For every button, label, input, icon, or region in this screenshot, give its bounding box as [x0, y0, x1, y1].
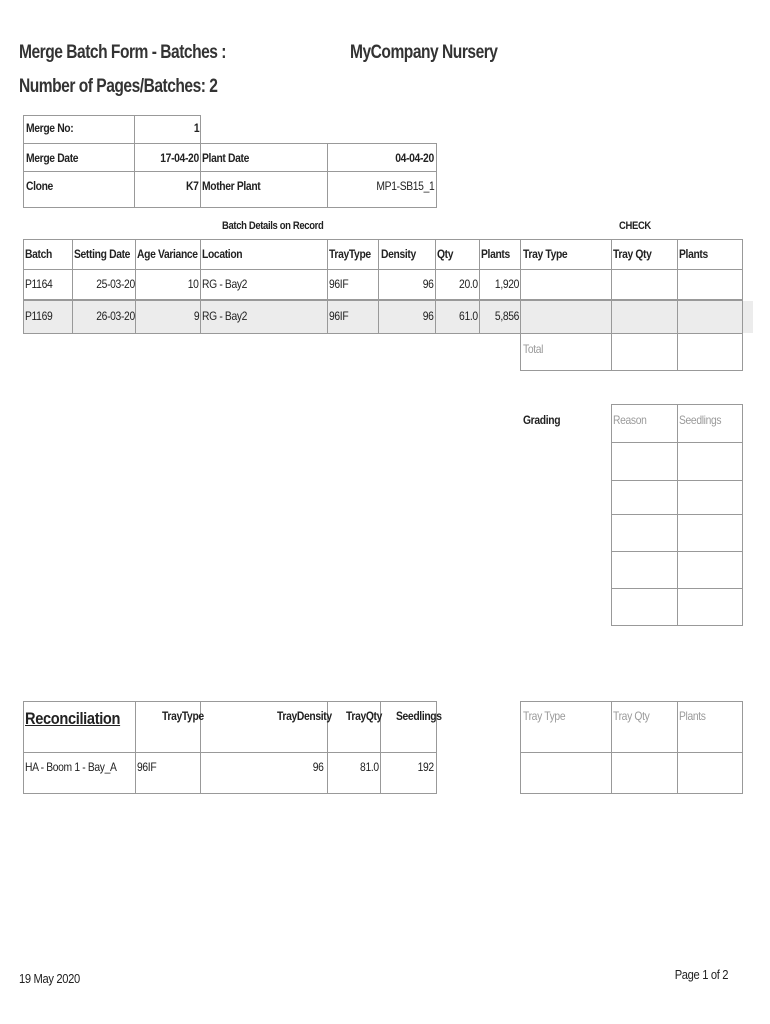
check-cell[interactable] [677, 300, 743, 334]
recon-check-col-tray-type: Tray Type [523, 709, 566, 723]
col-plants: Plants [481, 247, 510, 261]
table-row-cell [200, 752, 328, 794]
row2-qty: 61.0 [459, 309, 478, 323]
form-title: Merge Batch Form - Batches : [19, 42, 226, 63]
col-check-tray-qty: Tray Qty [613, 247, 652, 261]
check-title: CHECK [619, 220, 651, 232]
merge-no-label: Merge No: [26, 121, 74, 135]
grading-seedlings-cell[interactable] [677, 551, 743, 589]
recon-check-col-plants: Plants [679, 709, 706, 723]
recon-col-trayqty: TrayQty [346, 709, 383, 723]
grading-reason-cell[interactable] [611, 480, 678, 515]
reconciliation-title: Reconciliation [25, 709, 121, 728]
grading-seedlings-cell[interactable] [677, 480, 743, 515]
row1-batch: P1164 [25, 277, 53, 291]
merge-date-value: 17-04-20 [160, 151, 199, 165]
grading-reason-cell[interactable] [611, 442, 678, 481]
row1-traytype: 96IF [329, 277, 349, 291]
row1-location: RG - Bay2 [202, 277, 248, 291]
batch-details-title: Batch Details on Record [222, 220, 324, 232]
check-cell[interactable] [677, 269, 743, 300]
col-density: Density [381, 247, 416, 261]
recon-col-traytype: TrayType [162, 709, 204, 723]
mother-plant-label: Mother Plant [202, 179, 261, 193]
row2-traytype: 96IF [329, 309, 349, 323]
grading-reason-cell[interactable] [611, 588, 678, 626]
total-qty-cell[interactable] [611, 333, 678, 371]
grading-seedlings-cell[interactable] [677, 514, 743, 552]
grading-reason-cell[interactable] [611, 551, 678, 589]
row2-location: RG - Bay2 [202, 309, 248, 323]
footer-page: Page 1 of 2 [674, 967, 728, 982]
col-check-tray-type: Tray Type [523, 247, 568, 261]
merge-no-value-cell [134, 115, 201, 144]
table-row-cell [135, 300, 201, 334]
check-cell[interactable] [520, 300, 612, 334]
col-setting-date: Setting Date [74, 247, 131, 261]
col-reason: Reason [613, 413, 647, 427]
recon-location: HA - Boom 1 - Bay_A [25, 760, 117, 774]
recon-check-cell[interactable] [677, 752, 743, 794]
company-name: MyCompany Nursery [350, 42, 498, 63]
row2-batch: P1169 [25, 309, 53, 323]
row2-density: 96 [423, 309, 434, 323]
check-cell[interactable] [611, 300, 678, 334]
recon-trayqty: 81.0 [360, 760, 379, 774]
recon-col-seedlings: Seedlings [396, 709, 442, 723]
recon-check-cell[interactable] [520, 752, 612, 794]
grading-seedlings-cell[interactable] [677, 588, 743, 626]
row1-density: 96 [423, 277, 434, 291]
col-location: Location [202, 247, 243, 261]
recon-traydensity: 96 [313, 760, 324, 774]
col-qty: Qty [437, 247, 454, 261]
col-seedlings: Seedlings [679, 413, 722, 427]
mother-plant-value: MP1-SB15_1 [376, 179, 434, 193]
row2-plants: 5,856 [494, 309, 519, 323]
grading-reason-cell[interactable] [611, 514, 678, 552]
clone-label: Clone [26, 179, 53, 193]
check-cell[interactable] [520, 269, 612, 300]
pages-count: Number of Pages/Batches: 2 [19, 76, 218, 97]
grading-seedlings-cell[interactable] [677, 442, 743, 481]
row1-age-variance: 10 [188, 277, 199, 291]
clone-value: K7 [186, 179, 199, 193]
recon-col-traydensity: TrayDensity [277, 709, 332, 723]
row1-qty: 20.0 [459, 277, 478, 291]
row1-setting-date: 25-03-20 [96, 277, 135, 291]
col-check-plants: Plants [679, 247, 708, 261]
recon-seedlings: 192 [417, 760, 434, 774]
row2-setting-date: 26-03-20 [96, 309, 135, 323]
plant-date-label: Plant Date [202, 151, 250, 165]
row1-plants: 1,920 [494, 277, 519, 291]
col-traytype: TrayType [329, 247, 371, 261]
footer-date: 19 May 2020 [19, 971, 80, 986]
recon-traytype: 96IF [137, 760, 157, 774]
plant-date-value: 04-04-20 [395, 151, 434, 165]
total-plants-cell[interactable] [677, 333, 743, 371]
total-label: Total [523, 342, 544, 356]
check-cell[interactable] [611, 269, 678, 300]
row2-age-variance: 9 [193, 309, 199, 323]
recon-check-col-tray-qty: Tray Qty [613, 709, 650, 723]
recon-check-cell[interactable] [611, 752, 678, 794]
col-batch: Batch [25, 247, 52, 261]
col-age-variance: Age Variance [137, 247, 198, 261]
grading-label: Grading [523, 413, 561, 427]
merge-no-value: 1 [193, 121, 199, 135]
merge-date-label: Merge Date [26, 151, 79, 165]
